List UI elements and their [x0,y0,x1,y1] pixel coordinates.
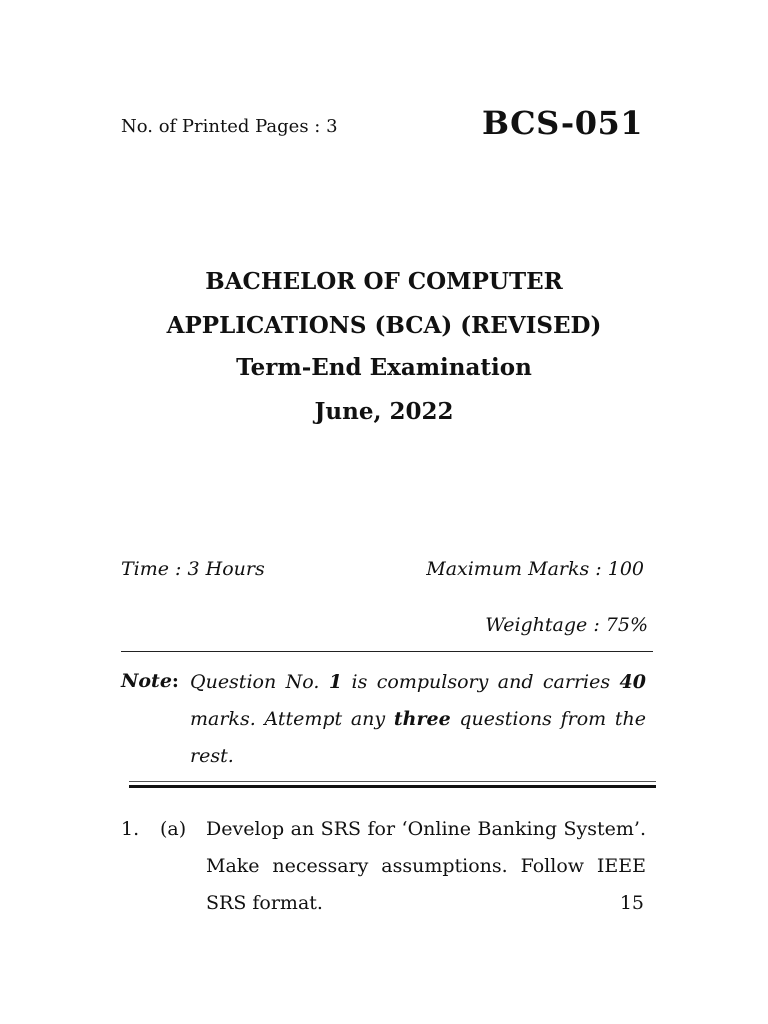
question-number: 1. [121,818,140,840]
note-part: questions from the rest. [190,708,646,767]
programme-title-line1: BACHELOR OF COMPUTER [205,268,563,295]
note-label [121,670,179,692]
printed-pages: No. of Printed Pages : 3 [121,116,338,137]
note-emphasis: 40 [619,671,646,693]
note-text [190,664,646,775]
question-sub-label: (a) [160,818,187,840]
exam-time: Time : 3 Hours [121,558,265,580]
double-divider-thick [129,785,656,788]
note-part: is compulsory and carries [342,671,620,693]
note-colon: : [171,670,179,692]
programme-title-line2: APPLICATIONS (BCA) (REVISED) [166,312,602,339]
divider [121,651,653,652]
weightage: Weightage : 75% [485,614,648,636]
note-label-text: Note [121,670,172,692]
question-marks: 15 [619,892,644,914]
note-part: marks. Attempt any [190,708,394,730]
exam-date: June, 2022 [314,398,454,425]
double-divider-thin [129,781,656,782]
note-emphasis: three [393,708,451,730]
maximum-marks: Maximum Marks : 100 [426,558,644,580]
question-text: Develop an SRS for ‘Online Banking System’. Make necessary assumptions. Follow IEEE SRS format. [206,818,646,914]
course-code: BCS-051 [482,104,643,142]
note-emphasis: 1 [328,671,343,693]
note-part: Question No. [190,671,329,693]
exam-name: Term-End Examination [236,354,532,381]
